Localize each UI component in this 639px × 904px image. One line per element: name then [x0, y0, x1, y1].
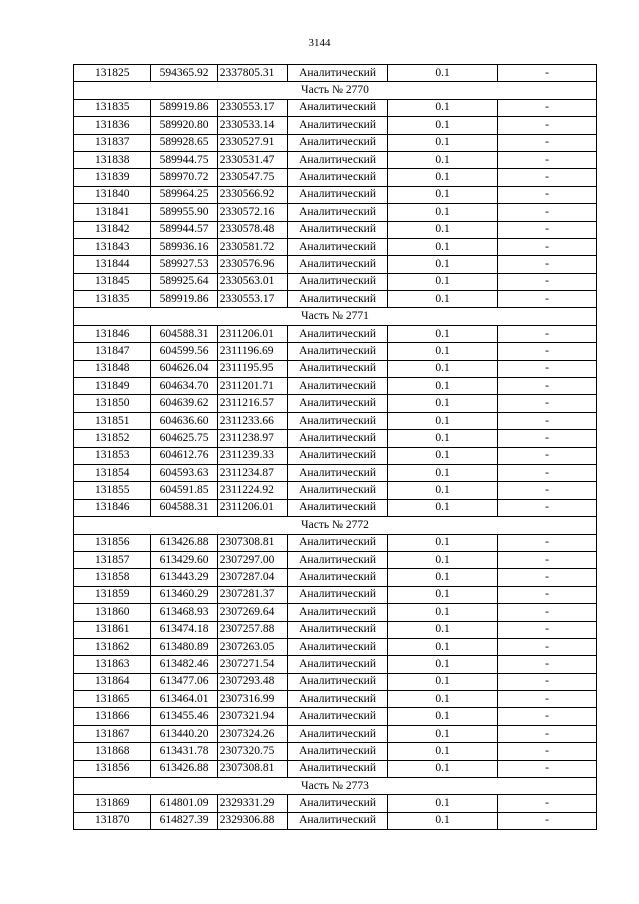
table-row	[74, 273, 597, 290]
table-row	[74, 743, 597, 760]
point-id-cell: 131858	[74, 569, 151, 586]
accuracy-cell: 0.1	[387, 499, 497, 516]
accuracy-cell: 0.1	[387, 169, 497, 186]
table-row	[74, 256, 597, 273]
y-coordinate-cell: 2330531.47	[217, 151, 287, 168]
section-title: Часть № 2771	[74, 308, 597, 325]
method-cell: Аналитический	[288, 621, 388, 638]
x-coordinate-cell: 613426.88	[151, 760, 217, 777]
point-id-cell: 131867	[74, 725, 151, 742]
method-cell: Аналитический	[288, 256, 388, 273]
table-row	[74, 795, 597, 812]
method-cell: Аналитический	[288, 169, 388, 186]
point-id-cell: 131869	[74, 795, 151, 812]
method-cell: Аналитический	[288, 151, 388, 168]
point-id-cell: 131868	[74, 743, 151, 760]
accuracy-cell: 0.1	[387, 204, 497, 221]
note-cell: -	[498, 395, 597, 412]
accuracy-cell: 0.1	[387, 569, 497, 586]
accuracy-cell: 0.1	[387, 725, 497, 742]
table-row	[74, 691, 597, 708]
accuracy-cell: 0.1	[387, 795, 497, 812]
x-coordinate-cell: 604599.56	[151, 343, 217, 360]
y-coordinate-cell: 2307271.54	[217, 656, 287, 673]
method-cell: Аналитический	[288, 604, 388, 621]
note-cell: -	[498, 169, 597, 186]
x-coordinate-cell: 613482.46	[151, 656, 217, 673]
table-row	[74, 551, 597, 568]
section-title: Часть № 2772	[74, 517, 597, 534]
section-row	[74, 778, 597, 795]
accuracy-cell: 0.1	[387, 551, 497, 568]
method-cell: Аналитический	[288, 378, 388, 395]
method-cell: Аналитический	[288, 586, 388, 603]
method-cell: Аналитический	[288, 273, 388, 290]
table-row	[74, 725, 597, 742]
table-row	[74, 812, 597, 829]
table-row	[74, 621, 597, 638]
x-coordinate-cell: 613460.29	[151, 586, 217, 603]
point-id-cell: 131837	[74, 134, 151, 151]
point-id-cell: 131866	[74, 708, 151, 725]
table-row	[74, 99, 597, 116]
x-coordinate-cell: 589936.16	[151, 238, 217, 255]
note-cell: -	[498, 604, 597, 621]
note-cell: -	[498, 638, 597, 655]
point-id-cell: 131841	[74, 204, 151, 221]
point-id-cell: 131845	[74, 273, 151, 290]
note-cell: -	[498, 134, 597, 151]
x-coordinate-cell: 589925.64	[151, 273, 217, 290]
table-row	[74, 325, 597, 342]
x-coordinate-cell: 613477.06	[151, 673, 217, 690]
y-coordinate-cell: 2330563.01	[217, 273, 287, 290]
method-cell: Аналитический	[288, 360, 388, 377]
table-row	[74, 447, 597, 464]
table-row	[74, 65, 597, 82]
method-cell: Аналитический	[288, 291, 388, 308]
table-row	[74, 169, 597, 186]
note-cell: -	[498, 447, 597, 464]
table-row	[74, 760, 597, 777]
point-id-cell: 131847	[74, 343, 151, 360]
y-coordinate-cell: 2330578.48	[217, 221, 287, 238]
method-cell: Аналитический	[288, 656, 388, 673]
method-cell: Аналитический	[288, 343, 388, 360]
x-coordinate-cell: 604625.75	[151, 430, 217, 447]
table-row	[74, 238, 597, 255]
point-id-cell: 131846	[74, 499, 151, 516]
point-id-cell: 131849	[74, 378, 151, 395]
note-cell: -	[498, 256, 597, 273]
accuracy-cell: 0.1	[387, 604, 497, 621]
table-row	[74, 534, 597, 551]
table-row	[74, 186, 597, 203]
note-cell: -	[498, 360, 597, 377]
x-coordinate-cell: 589919.86	[151, 99, 217, 116]
method-cell: Аналитический	[288, 325, 388, 342]
point-id-cell: 131840	[74, 186, 151, 203]
y-coordinate-cell: 2311206.01	[217, 325, 287, 342]
point-id-cell: 131825	[74, 65, 151, 82]
y-coordinate-cell: 2311206.01	[217, 499, 287, 516]
x-coordinate-cell: 589920.80	[151, 117, 217, 134]
table-row	[74, 204, 597, 221]
accuracy-cell: 0.1	[387, 291, 497, 308]
table-row	[74, 586, 597, 603]
point-id-cell: 131839	[74, 169, 151, 186]
accuracy-cell: 0.1	[387, 638, 497, 655]
x-coordinate-cell: 604636.60	[151, 412, 217, 429]
point-id-cell: 131859	[74, 586, 151, 603]
x-coordinate-cell: 613480.89	[151, 638, 217, 655]
note-cell: -	[498, 725, 597, 742]
note-cell: -	[498, 430, 597, 447]
table-row	[74, 499, 597, 516]
accuracy-cell: 0.1	[387, 360, 497, 377]
x-coordinate-cell: 613474.18	[151, 621, 217, 638]
accuracy-cell: 0.1	[387, 117, 497, 134]
point-id-cell: 131857	[74, 551, 151, 568]
method-cell: Аналитический	[288, 395, 388, 412]
y-coordinate-cell: 2311195.95	[217, 360, 287, 377]
method-cell: Аналитический	[288, 534, 388, 551]
table-row	[74, 656, 597, 673]
x-coordinate-cell: 604612.76	[151, 447, 217, 464]
x-coordinate-cell: 613426.88	[151, 534, 217, 551]
note-cell: -	[498, 499, 597, 516]
x-coordinate-cell: 604593.63	[151, 464, 217, 481]
point-id-cell: 131862	[74, 638, 151, 655]
point-id-cell: 131844	[74, 256, 151, 273]
method-cell: Аналитический	[288, 551, 388, 568]
method-cell: Аналитический	[288, 238, 388, 255]
note-cell: -	[498, 708, 597, 725]
x-coordinate-cell: 613431.78	[151, 743, 217, 760]
point-id-cell: 131838	[74, 151, 151, 168]
method-cell: Аналитический	[288, 134, 388, 151]
method-cell: Аналитический	[288, 499, 388, 516]
accuracy-cell: 0.1	[387, 482, 497, 499]
x-coordinate-cell: 589944.57	[151, 221, 217, 238]
x-coordinate-cell: 613468.93	[151, 604, 217, 621]
point-id-cell: 131870	[74, 812, 151, 829]
section-row	[74, 308, 597, 325]
y-coordinate-cell: 2307321.94	[217, 708, 287, 725]
method-cell: Аналитический	[288, 743, 388, 760]
accuracy-cell: 0.1	[387, 65, 497, 82]
x-coordinate-cell: 604634.70	[151, 378, 217, 395]
method-cell: Аналитический	[288, 204, 388, 221]
x-coordinate-cell: 613440.20	[151, 725, 217, 742]
x-coordinate-cell: 614827.39	[151, 812, 217, 829]
y-coordinate-cell: 2307308.81	[217, 760, 287, 777]
note-cell: -	[498, 412, 597, 429]
accuracy-cell: 0.1	[387, 186, 497, 203]
note-cell: -	[498, 65, 597, 82]
point-id-cell: 131846	[74, 325, 151, 342]
method-cell: Аналитический	[288, 638, 388, 655]
x-coordinate-cell: 594365.92	[151, 65, 217, 82]
note-cell: -	[498, 151, 597, 168]
accuracy-cell: 0.1	[387, 99, 497, 116]
x-coordinate-cell: 613455.46	[151, 708, 217, 725]
table-row	[74, 482, 597, 499]
y-coordinate-cell: 2307316.99	[217, 691, 287, 708]
y-coordinate-cell: 2330547.75	[217, 169, 287, 186]
y-coordinate-cell: 2311196.69	[217, 343, 287, 360]
point-id-cell: 131835	[74, 99, 151, 116]
section-title: Часть № 2773	[74, 778, 597, 795]
point-id-cell: 131848	[74, 360, 151, 377]
note-cell: -	[498, 534, 597, 551]
coordinates-table-body	[74, 65, 597, 830]
method-cell: Аналитический	[288, 430, 388, 447]
table-row	[74, 673, 597, 690]
y-coordinate-cell: 2330553.17	[217, 99, 287, 116]
method-cell: Аналитический	[288, 691, 388, 708]
table-row	[74, 291, 597, 308]
x-coordinate-cell: 589964.25	[151, 186, 217, 203]
method-cell: Аналитический	[288, 725, 388, 742]
y-coordinate-cell: 2330527.91	[217, 134, 287, 151]
accuracy-cell: 0.1	[387, 430, 497, 447]
point-id-cell: 131860	[74, 604, 151, 621]
point-id-cell: 131861	[74, 621, 151, 638]
note-cell: -	[498, 812, 597, 829]
note-cell: -	[498, 551, 597, 568]
table-row	[74, 117, 597, 134]
table-row	[74, 134, 597, 151]
note-cell: -	[498, 238, 597, 255]
method-cell: Аналитический	[288, 708, 388, 725]
y-coordinate-cell: 2307297.00	[217, 551, 287, 568]
note-cell: -	[498, 795, 597, 812]
method-cell: Аналитический	[288, 221, 388, 238]
x-coordinate-cell: 604588.31	[151, 499, 217, 516]
accuracy-cell: 0.1	[387, 447, 497, 464]
y-coordinate-cell: 2311238.97	[217, 430, 287, 447]
method-cell: Аналитический	[288, 464, 388, 481]
x-coordinate-cell: 614801.09	[151, 795, 217, 812]
section-row	[74, 82, 597, 99]
accuracy-cell: 0.1	[387, 238, 497, 255]
x-coordinate-cell: 589927.53	[151, 256, 217, 273]
accuracy-cell: 0.1	[387, 656, 497, 673]
coordinates-table	[73, 64, 597, 830]
method-cell: Аналитический	[288, 65, 388, 82]
y-coordinate-cell: 2330576.96	[217, 256, 287, 273]
point-id-cell: 131865	[74, 691, 151, 708]
accuracy-cell: 0.1	[387, 673, 497, 690]
table-row	[74, 430, 597, 447]
table-row	[74, 343, 597, 360]
method-cell: Аналитический	[288, 447, 388, 464]
y-coordinate-cell: 2307320.75	[217, 743, 287, 760]
x-coordinate-cell: 604626.04	[151, 360, 217, 377]
point-id-cell: 131856	[74, 534, 151, 551]
note-cell: -	[498, 99, 597, 116]
y-coordinate-cell: 2307287.04	[217, 569, 287, 586]
x-coordinate-cell: 589928.65	[151, 134, 217, 151]
table-row	[74, 412, 597, 429]
point-id-cell: 131850	[74, 395, 151, 412]
y-coordinate-cell: 2307281.37	[217, 586, 287, 603]
y-coordinate-cell: 2307269.64	[217, 604, 287, 621]
y-coordinate-cell: 2311224.92	[217, 482, 287, 499]
section-row	[74, 517, 597, 534]
point-id-cell: 131836	[74, 117, 151, 134]
y-coordinate-cell: 2307257.88	[217, 621, 287, 638]
note-cell: -	[498, 482, 597, 499]
method-cell: Аналитический	[288, 186, 388, 203]
x-coordinate-cell: 613464.01	[151, 691, 217, 708]
x-coordinate-cell: 589944.75	[151, 151, 217, 168]
y-coordinate-cell: 2329306.88	[217, 812, 287, 829]
note-cell: -	[498, 291, 597, 308]
point-id-cell: 131842	[74, 221, 151, 238]
accuracy-cell: 0.1	[387, 464, 497, 481]
method-cell: Аналитический	[288, 812, 388, 829]
x-coordinate-cell: 589970.72	[151, 169, 217, 186]
table-row	[74, 708, 597, 725]
accuracy-cell: 0.1	[387, 395, 497, 412]
method-cell: Аналитический	[288, 673, 388, 690]
y-coordinate-cell: 2330553.17	[217, 291, 287, 308]
accuracy-cell: 0.1	[387, 412, 497, 429]
method-cell: Аналитический	[288, 99, 388, 116]
point-id-cell: 131835	[74, 291, 151, 308]
point-id-cell: 131843	[74, 238, 151, 255]
table-row	[74, 569, 597, 586]
note-cell: -	[498, 621, 597, 638]
y-coordinate-cell: 2311216.57	[217, 395, 287, 412]
accuracy-cell: 0.1	[387, 256, 497, 273]
note-cell: -	[498, 221, 597, 238]
note-cell: -	[498, 343, 597, 360]
x-coordinate-cell: 604639.62	[151, 395, 217, 412]
method-cell: Аналитический	[288, 117, 388, 134]
accuracy-cell: 0.1	[387, 378, 497, 395]
note-cell: -	[498, 743, 597, 760]
y-coordinate-cell: 2330572.16	[217, 204, 287, 221]
y-coordinate-cell: 2307324.26	[217, 725, 287, 742]
note-cell: -	[498, 464, 597, 481]
table-row	[74, 378, 597, 395]
note-cell: -	[498, 691, 597, 708]
accuracy-cell: 0.1	[387, 691, 497, 708]
accuracy-cell: 0.1	[387, 151, 497, 168]
method-cell: Аналитический	[288, 412, 388, 429]
x-coordinate-cell: 604588.31	[151, 325, 217, 342]
note-cell: -	[498, 117, 597, 134]
x-coordinate-cell: 613443.29	[151, 569, 217, 586]
accuracy-cell: 0.1	[387, 221, 497, 238]
note-cell: -	[498, 325, 597, 342]
point-id-cell: 131852	[74, 430, 151, 447]
x-coordinate-cell: 613429.60	[151, 551, 217, 568]
note-cell: -	[498, 569, 597, 586]
point-id-cell: 131856	[74, 760, 151, 777]
table-row	[74, 638, 597, 655]
point-id-cell: 131854	[74, 464, 151, 481]
accuracy-cell: 0.1	[387, 621, 497, 638]
point-id-cell: 131851	[74, 412, 151, 429]
method-cell: Аналитический	[288, 795, 388, 812]
page-number: 3144	[308, 37, 331, 49]
note-cell: -	[498, 378, 597, 395]
accuracy-cell: 0.1	[387, 343, 497, 360]
point-id-cell: 131853	[74, 447, 151, 464]
note-cell: -	[498, 656, 597, 673]
y-coordinate-cell: 2337805.31	[217, 65, 287, 82]
table-row	[74, 604, 597, 621]
x-coordinate-cell: 604591.85	[151, 482, 217, 499]
note-cell: -	[498, 673, 597, 690]
accuracy-cell: 0.1	[387, 743, 497, 760]
y-coordinate-cell: 2311239.33	[217, 447, 287, 464]
table-row	[74, 151, 597, 168]
accuracy-cell: 0.1	[387, 586, 497, 603]
method-cell: Аналитический	[288, 569, 388, 586]
point-id-cell: 131855	[74, 482, 151, 499]
note-cell: -	[498, 760, 597, 777]
accuracy-cell: 0.1	[387, 708, 497, 725]
accuracy-cell: 0.1	[387, 134, 497, 151]
y-coordinate-cell: 2307308.81	[217, 534, 287, 551]
note-cell: -	[498, 204, 597, 221]
table-row	[74, 395, 597, 412]
section-title: Часть № 2770	[74, 82, 597, 99]
accuracy-cell: 0.1	[387, 273, 497, 290]
y-coordinate-cell: 2311234.87	[217, 464, 287, 481]
x-coordinate-cell: 589919.86	[151, 291, 217, 308]
note-cell: -	[498, 186, 597, 203]
y-coordinate-cell: 2307263.05	[217, 638, 287, 655]
y-coordinate-cell: 2311233.66	[217, 412, 287, 429]
method-cell: Аналитический	[288, 482, 388, 499]
accuracy-cell: 0.1	[387, 812, 497, 829]
y-coordinate-cell: 2330581.72	[217, 238, 287, 255]
accuracy-cell: 0.1	[387, 534, 497, 551]
method-cell: Аналитический	[288, 760, 388, 777]
y-coordinate-cell: 2311201.71	[217, 378, 287, 395]
table-row	[74, 464, 597, 481]
y-coordinate-cell: 2307293.48	[217, 673, 287, 690]
x-coordinate-cell: 589955.90	[151, 204, 217, 221]
accuracy-cell: 0.1	[387, 325, 497, 342]
table-row	[74, 360, 597, 377]
table-row	[74, 221, 597, 238]
note-cell: -	[498, 586, 597, 603]
y-coordinate-cell: 2329331.29	[217, 795, 287, 812]
note-cell: -	[498, 273, 597, 290]
accuracy-cell: 0.1	[387, 760, 497, 777]
point-id-cell: 131864	[74, 673, 151, 690]
point-id-cell: 131863	[74, 656, 151, 673]
y-coordinate-cell: 2330533.14	[217, 117, 287, 134]
y-coordinate-cell: 2330566.92	[217, 186, 287, 203]
